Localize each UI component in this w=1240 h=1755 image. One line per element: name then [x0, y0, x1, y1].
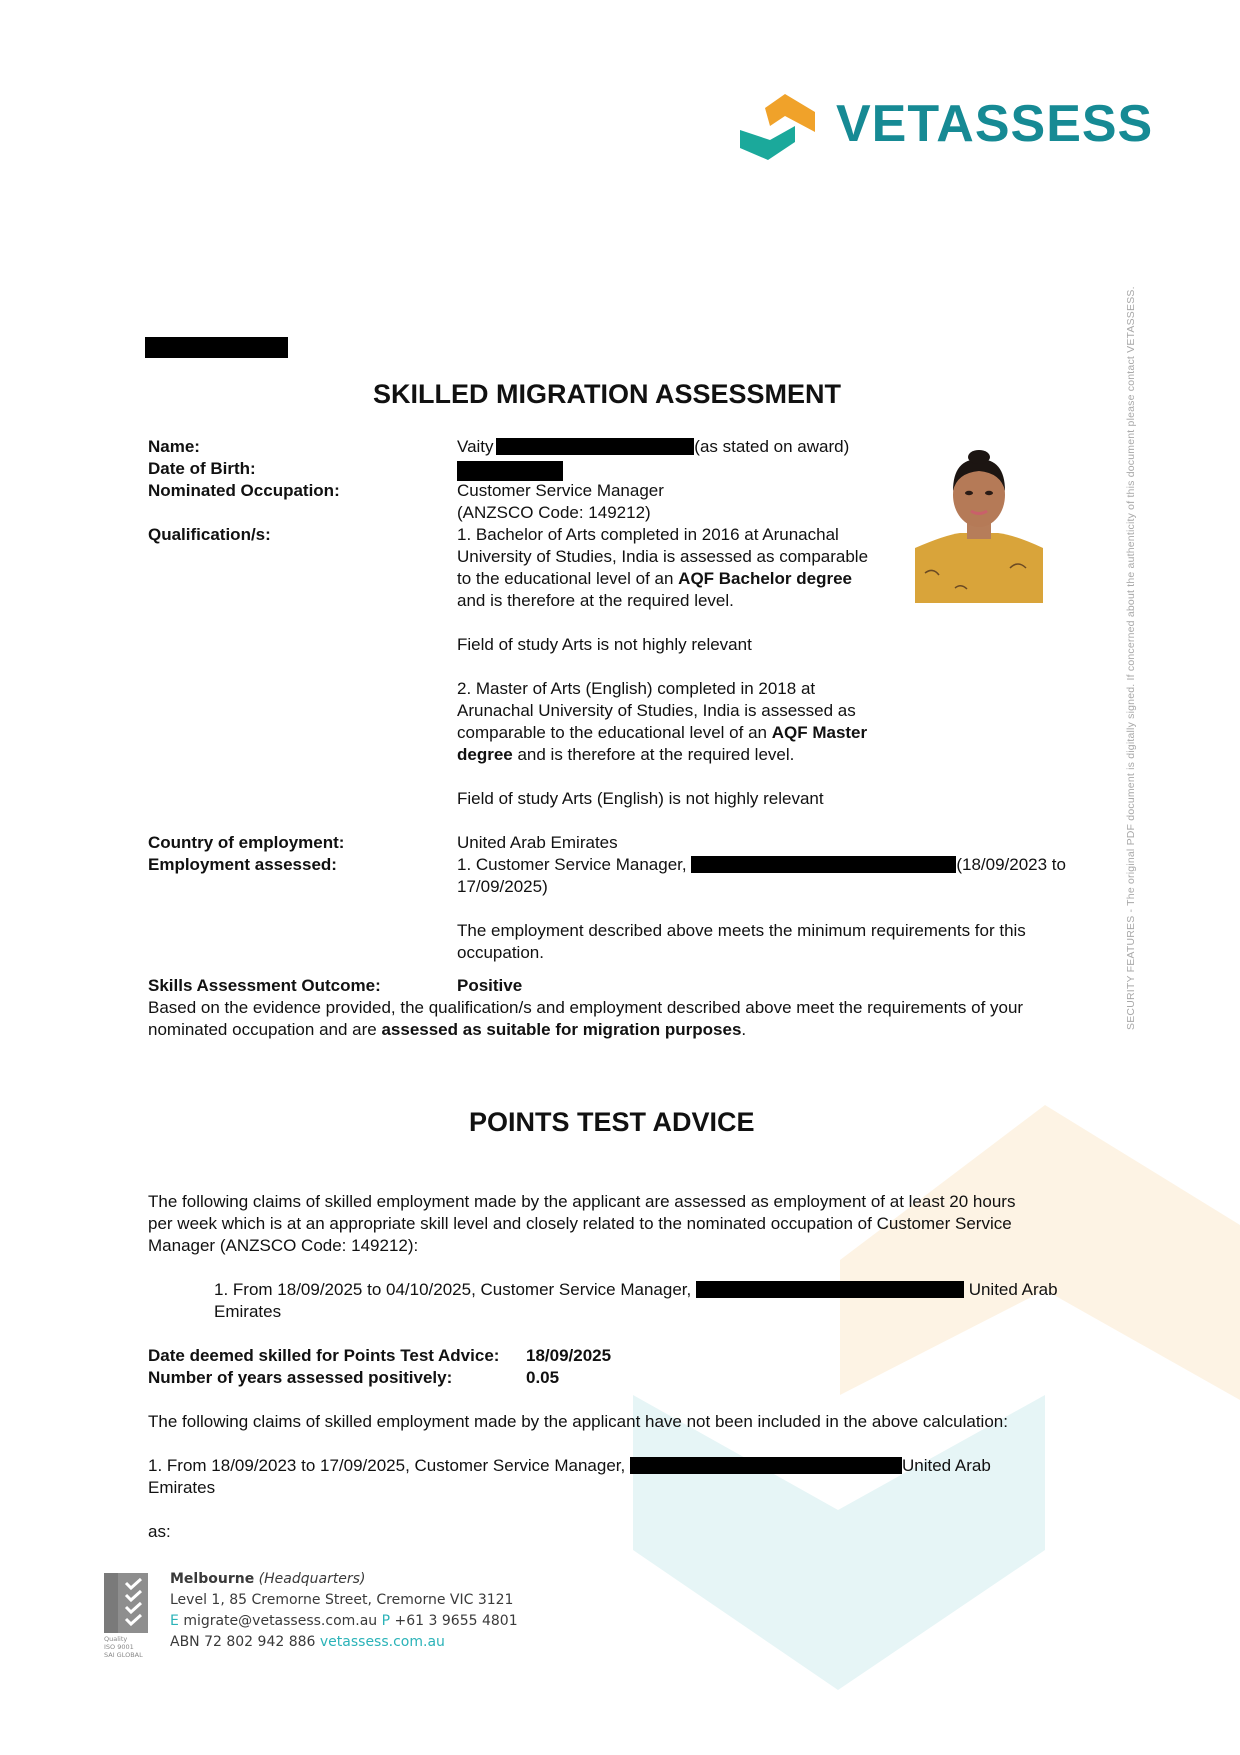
office-address: Level 1, 85 Cremorne Street, Cremorne VIC 3121	[170, 1592, 514, 1608]
date-deemed-label: Date deemed skilled for Points Test Advice:	[148, 1346, 500, 1365]
years-label: Number of years assessed positively:	[148, 1368, 453, 1387]
qualification-1: 1. Bachelor of Arts completed in 2016 at Arunachal University of Studies, India is assessed as comparable to the educational level of an AQF Bachelor degree and is therefore at the required level.	[457, 525, 869, 610]
name-value: Vaity (as stated on award)	[457, 437, 850, 456]
logo-mark-icon	[740, 90, 820, 162]
points-intro: The following claims of skilled employment made by the applicant are assessed as employment of at least 20 hours per week which is at an appropriate skill level and closely related to the nominated occupation of Customer Service Manager (ANZSCO Code: 149212):	[148, 1192, 1016, 1255]
qualifications-label: Qualification/s:	[148, 525, 271, 544]
employment-note: The employment described above meets the minimum requirements for this occupation.	[457, 921, 1026, 962]
qualification-2: 2. Master of Arts (English) completed in 2018 at Arunachal University of Studies, India is assessed as comparable to the educational level of an AQF Master degree and is therefore at the required level.	[457, 679, 868, 764]
phone-number: +61 3 9655 4801	[394, 1613, 518, 1629]
qualification-1-field-note: Field of study Arts is not highly relevant	[457, 635, 752, 654]
security-features-note: SECURITY FEATURES - The original PDF document is digitally signed. If concerned about the authenticity of this document please contact VETASSESS.	[1125, 286, 1137, 1030]
date-deemed-value: 18/09/2025	[526, 1346, 612, 1365]
occupation-label: Nominated Occupation:	[148, 481, 340, 500]
website-link[interactable]: vetassess.com.au	[319, 1634, 445, 1650]
portrait-icon	[915, 443, 1043, 603]
redacted-reference	[145, 337, 288, 358]
redacted-employer-claim-1	[696, 1281, 964, 1298]
aqf-level-bachelor: AQF Bachelor degree	[678, 569, 852, 588]
years-value: 0.05	[526, 1368, 560, 1387]
aqf-level-master: AQF Master	[771, 723, 868, 742]
excluded-claim-1: 1. From 18/09/2023 to 17/09/2025, Customer Service Manager, United Arab Emirates	[148, 1456, 991, 1497]
footer-contact: Melbourne (Headquarters) Level 1, 85 Cremorne Street, Cremorne VIC 3121 E migrate@vetassess.com.au P +61 3 9655 4801 ABN 72 802 942 886 vetassess.com.au	[170, 1571, 518, 1650]
vetassess-logo	[740, 90, 1154, 165]
redacted-employer	[691, 856, 956, 873]
assessed-claim-1: 1. From 18/09/2025 to 04/10/2025, Customer Service Manager, United Arab Emirates	[214, 1280, 1058, 1321]
email-link[interactable]: migrate@vetassess.com.au	[183, 1613, 378, 1629]
as-label: as:	[148, 1522, 171, 1541]
applicant-photo	[915, 443, 1043, 603]
redacted-dob	[457, 461, 563, 481]
outcome-statement: Based on the evidence provided, the qualification/s and employment described above meet the requirements of your nominated occupation and are assessed as suitable for migration purposes.	[148, 998, 1024, 1039]
employment-label: Employment assessed:	[148, 855, 337, 874]
outcome-value: Positive	[457, 976, 523, 995]
country-label: Country of employment:	[148, 833, 345, 852]
logo-wordmark: VETASSESS	[836, 95, 1154, 153]
country-value: United Arab Emirates	[457, 833, 618, 852]
occupation-code: (ANZSCO Code: 149212)	[457, 503, 651, 522]
outcome-label: Skills Assessment Outcome:	[148, 976, 381, 995]
office-name: Melbourne	[170, 1571, 255, 1587]
qualification-2-field-note: Field of study Arts (English) is not highly relevant	[457, 789, 824, 808]
occupation-value: Customer Service Manager	[457, 481, 664, 500]
employment-dates-end: 17/09/2025)	[457, 877, 548, 896]
excluded-intro: The following claims of skilled employment made by the applicant have not been included in the above calculation:	[148, 1412, 1008, 1431]
iso-badge-icon	[104, 1573, 148, 1633]
redacted-surname	[496, 438, 694, 455]
assessment-title: SKILLED MIGRATION ASSESSMENT	[373, 379, 842, 409]
iso-certification-badge: Quality ISO 9001 SAI GLOBAL	[104, 1573, 148, 1659]
redacted-employer-excluded-1	[630, 1457, 902, 1474]
dob-label: Date of Birth:	[148, 459, 256, 478]
abn: ABN 72 802 942 886	[170, 1634, 316, 1650]
points-test-title: POINTS TEST ADVICE	[469, 1107, 755, 1137]
employment-value: 1. Customer Service Manager, (18/09/2023 to	[457, 855, 1066, 874]
name-label: Name:	[148, 437, 200, 456]
